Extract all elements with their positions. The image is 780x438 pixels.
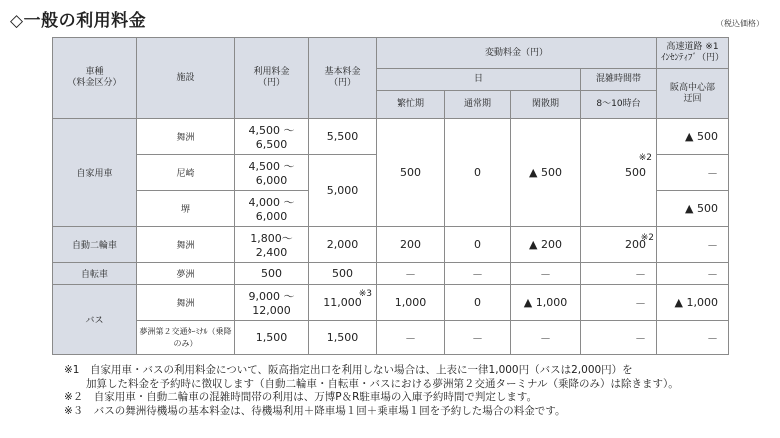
car-peak-value: 500 [625, 166, 646, 179]
car-normal: 0 [445, 119, 511, 227]
header-route: 阪高中心部 迂回 [657, 69, 729, 119]
bus-fee: 9,000 ～ 12,000 [235, 285, 309, 321]
facility-amagasaki: 尼崎 [137, 155, 235, 191]
bus-hw: ▲ 1,000 [657, 285, 729, 321]
header-usage-fee: 利用料金 （円） [235, 38, 309, 119]
footnote-1-cont: 加算した料金を予約時に徴収します（自動二輪車・自転車・バスにおける夢洲第２交通ターミナル（乗降のみ）は除きます）。 [86, 377, 679, 390]
facility-yumeshima-t2: 夢洲第２交通ﾀｰﾐﾅﾙ（乗降のみ） [137, 321, 235, 355]
page-title: ◇一般の利用料金 [10, 11, 147, 31]
bus-base [309, 285, 377, 321]
bus-busy: 1,000 [377, 285, 445, 321]
moto-peak [581, 227, 657, 263]
t2-peak: － [581, 321, 657, 355]
facility-maishima: 舞洲 [137, 227, 235, 263]
header-facility: 施設 [137, 38, 235, 119]
car-amagasaki-hw: － [657, 155, 729, 191]
t2-base: 1,500 [309, 321, 377, 355]
car-other-base: 5,000 [309, 155, 377, 227]
t2-hw: － [657, 321, 729, 355]
moto-normal: 0 [445, 227, 511, 263]
fee-table [52, 37, 729, 355]
car-peak [581, 119, 657, 227]
moto-busy: 200 [377, 227, 445, 263]
row-label-moto: 自動二輪車 [53, 227, 137, 263]
row-label-bicycle: 自転車 [53, 263, 137, 285]
car-quiet: ▲ 500 [511, 119, 581, 227]
header-peak-hours: 8～10時台 [581, 91, 657, 119]
car-maishima-base: 5,500 [309, 119, 377, 155]
row-label-car: 自家用車 [53, 119, 137, 227]
facility-yumeshima: 夢洲 [137, 263, 235, 285]
note-mark-2: ※2 [640, 233, 654, 243]
t2-quiet: － [511, 321, 581, 355]
header-busy: 繁忙期 [377, 91, 445, 119]
header-variable-fee: 変動料金（円） [377, 38, 657, 69]
header-day: 日 [377, 69, 581, 91]
tax-note: （税込価格） [716, 19, 764, 28]
bus-normal: 0 [445, 285, 511, 321]
car-busy: 500 [377, 119, 445, 227]
footnote-1: ※1 自家用車・バスの利用料金について、阪高指定出口を利用しない場合は、上表に一律1,000円（バスは2,000円）を [64, 364, 633, 376]
row-label-bus: バス [53, 285, 137, 355]
car-maishima-hw: ▲ 500 [657, 119, 729, 155]
facility-sakai: 堺 [137, 191, 235, 227]
bike-hw: － [657, 263, 729, 285]
bus-peak: － [581, 285, 657, 321]
bike-busy: － [377, 263, 445, 285]
t2-fee: 1,500 [235, 321, 309, 355]
t2-normal: － [445, 321, 511, 355]
bike-base: 500 [309, 263, 377, 285]
t2-busy: － [377, 321, 445, 355]
moto-peak-value: 200 [625, 238, 646, 251]
car-maishima-fee: 4,500 ～ 6,500 [235, 119, 309, 155]
header-quiet: 閑散期 [511, 91, 581, 119]
moto-hw: － [657, 227, 729, 263]
header-highway: 高速道路 ※1 ｲﾝｾﾝﾃｨﾌﾞ（円） [657, 38, 729, 69]
footnote-3: ※３ バスの舞洲待機場の基本料金は、待機場利用＋降車場１回＋乗車場１回を予約した場合の料金です。 [64, 404, 566, 417]
facility-maishima: 舞洲 [137, 119, 235, 155]
moto-fee: 1,800～ 2,400 [235, 227, 309, 263]
footnote-2: ※２ 自家用車・自動二輪車の混雑時間帯の利用は、万博P＆R駐車場の入庫予約時間で判定します。 [64, 391, 538, 403]
header-peak-time: 混雑時間帯 [581, 69, 657, 91]
car-sakai-fee: 4,000 ～ 6,000 [235, 191, 309, 227]
note-mark-2: ※2 [638, 152, 652, 163]
header-base-fee: 基本料金 （円） [309, 38, 377, 119]
note-mark-3: ※3 [358, 289, 372, 299]
header-vehicle: 車種 （料金区分） [53, 38, 137, 119]
car-amagasaki-fee: 4,500 ～ 6,000 [235, 155, 309, 191]
footnotes [64, 364, 679, 418]
bus-quiet: ▲ 1,000 [511, 285, 581, 321]
bike-fee: 500 [235, 263, 309, 285]
bike-quiet: － [511, 263, 581, 285]
moto-quiet: ▲ 200 [511, 227, 581, 263]
facility-maishima: 舞洲 [137, 285, 235, 321]
bike-peak: － [581, 263, 657, 285]
header-normal: 通常期 [445, 91, 511, 119]
car-sakai-hw: ▲ 500 [657, 191, 729, 227]
bus-base-value: 11,000 [323, 296, 362, 309]
bike-normal: － [445, 263, 511, 285]
moto-base: 2,000 [309, 227, 377, 263]
